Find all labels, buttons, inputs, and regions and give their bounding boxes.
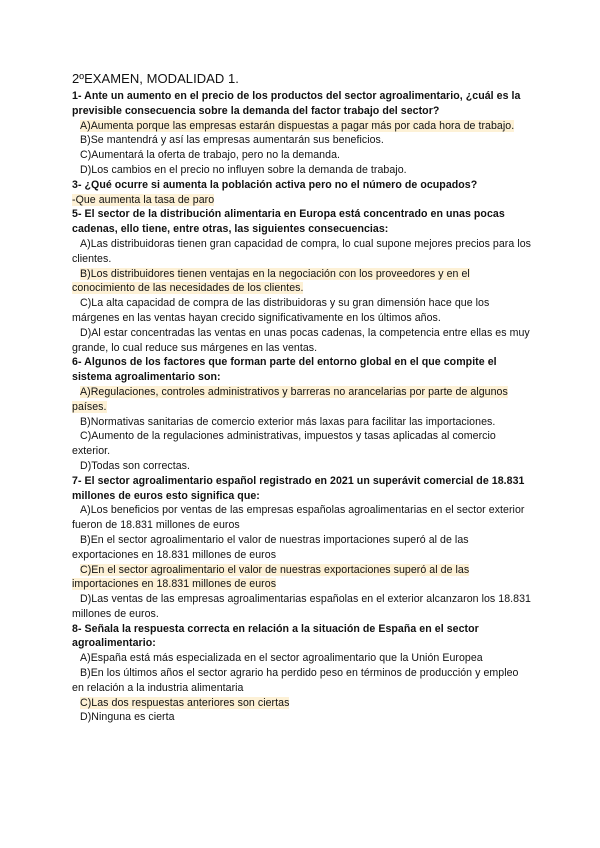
answer-highlight: C)Las dos respuestas anteriores son ciertas [80,696,290,709]
q5-option-d: D)Al estar concentradas las ventas en unas pocas cadenas, la competencia entre ellas es muy grande, lo cual reduce sus márgenes en las ventas. [72,326,530,354]
answer-highlight: B)Los distribuidores tienen ventajas en la negociación con los proveedores y en el conocimiento de las necesidades de los clientes. [72,267,470,295]
answer-highlight: A)Aumenta porque las empresas estarán dispuestas a pagar más por cada hora de trabajo. [80,119,515,132]
question-3: 3- ¿Qué ocurre si aumenta la población activa pero no el número de ocupados? [72,178,478,191]
q8-option-c [72,696,532,711]
q1-option-d: D)Los cambios en el precio no influyen sobre la demanda de trabajo. [80,163,407,176]
q6-option-c: C)Aumento de la regulaciones administrativas, impuestos y tasas aplicadas al comercio exterior. [72,430,496,458]
q7-option-c [72,563,532,593]
q8-option-d: D)Ninguna es cierta [80,711,175,724]
q6-option-a [72,385,532,415]
q7-option-d: D)Las ventas de las empresas agroalimentarias españolas en el exterior alcanzaron los 18.831 millones de euros. [72,593,531,620]
q7-option-b: B)En el sector agroalimentario el valor de nuestras importaciones superó al de las exportaciones en 18.831 millones de euros [72,533,469,561]
answer-highlight: -Que aumenta la tasa de paro [72,193,215,206]
q8-option-a: A)España está más especializada en el sector agroalimentario que la Unión Europea [80,652,483,665]
q3-answer [72,193,532,208]
answer-highlight: C)En el sector agroalimentario el valor de nuestras exportaciones superó al de las importaciones en 18.831 millones de euros [72,563,470,591]
exam-content [72,70,532,725]
question-1: 1- Ante un aumento en el precio de los productos del sector agroalimentario, ¿cuál es la previsible consecuencia sobre la demanda del factor trabajo del sector? [72,90,521,117]
question-5: 5- El sector de la distribución alimentaria en Europa está concentrado en unas pocas cadenas, ello tiene, entre otras, las siguientes consecuencias: [72,208,505,236]
question-7: 7- El sector agroalimentario español registrado en 2021 un superávit comercial de 18.831 millones de euros esto significa que: [72,474,525,502]
q6-option-d: D)Todas son correctas. [80,459,191,472]
q5-option-b [72,267,532,297]
answer-highlight: A)Regulaciones, controles administrativos y barreras no arancelarias por parte de algunos países. [72,385,508,413]
q8-option-b: B)En los últimos años el sector agrario ha perdido peso en términos de producción y empleo en relación a la industria alimentaria [72,667,519,694]
q1-option-a [72,119,532,134]
q7-option-a: A)Los beneficios por ventas de las empresas españolas agroalimentarias en el sector exterior fueron de 18.831 millones de euros [72,504,525,532]
q1-option-c: C)Aumentará la oferta de trabajo, pero no la demanda. [80,149,340,162]
q5-option-a: A)Las distribuidoras tienen gran capacidad de compra, lo cual supone mejores precios para los clientes. [72,237,532,265]
exam-title: 2ºEXAMEN, MODALIDAD 1. [72,71,239,86]
q6-option-b: B)Normativas sanitarias de comercio exterior más laxas para facilitar las importaciones. [80,415,496,428]
q5-option-c: C)La alta capacidad de compra de las distribuidoras y su gran dimensión hace que los márgenes en las ventas hayan crecido significativamente en los últimos años. [72,297,490,324]
question-6: 6- Algunos de los factores que forman parte del entorno global en el que compite el sistema agroalimentario son: [72,356,497,384]
question-8: 8- Señala la respuesta correcta en relación a la situación de España en el sector agroalimentario: [72,622,479,650]
q1-option-b: B)Se mantendrá y así las empresas aumentarán sus beneficios. [80,134,384,147]
